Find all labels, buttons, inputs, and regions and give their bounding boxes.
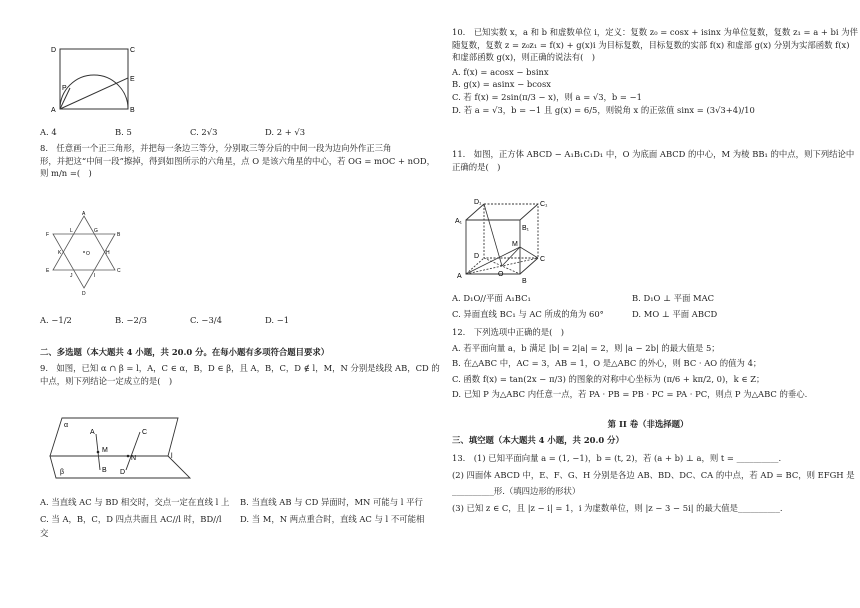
q11-options [452, 292, 812, 320]
option: B. 当直线 AB 与 CD 异面时，MN 可能与 l 平行 [240, 497, 423, 507]
q11-label: B [522, 278, 527, 285]
q11-label: C [540, 256, 546, 263]
option: C. 当 A，B，C，D 四点共面且 AC//l 时，BD//l [40, 513, 222, 524]
question-text: 形，并把这“中间一段”擦掉，得到如图所示的六角星，点 O 是该六角星的中心，若 OG = mOC + nOD， [40, 155, 435, 166]
q8-label: I [94, 273, 96, 279]
q8-label: K [58, 250, 62, 256]
question-13 [452, 452, 855, 514]
q9-label: C [142, 429, 148, 436]
question-12 [452, 326, 844, 401]
question-text: 则 m/n =( ) [40, 168, 92, 179]
question-text: 12. 下列选项中正确的是( ) [452, 327, 564, 337]
q9-label: β [60, 469, 65, 476]
q11-label: O [498, 271, 504, 278]
question-9 [40, 362, 440, 387]
question-text: 和虚部函数 g(x)，则正确的说法有( ) [452, 52, 596, 63]
question-text: 9. 如图，已知 α ∩ β = l，A，C ∈ α，B，D ∈ β，且 A，B，C，D ∉ l，M，N 分别是线段 AB，CD 的 [40, 363, 440, 373]
question-text: __________形.（填四边形的形状） [452, 486, 581, 497]
option: D. −1 [265, 315, 290, 325]
option: D. 当 M，N 两点重合时，直线 AC 与 l 不可能相 [240, 513, 425, 524]
option: C. −3/4 [190, 315, 222, 325]
option: D. 2 + √3 [265, 127, 306, 137]
section-heading: 二、多选题（本大题共 4 小题，共 20.0 分。在每小题有多项符合题目要求） [40, 347, 330, 357]
q9-label: l [171, 453, 173, 460]
q7-label: P [62, 85, 67, 92]
q7-label: E [130, 76, 135, 83]
section-heading: 三、填空题（本大题共 4 小题，共 20.0 分） [452, 435, 624, 445]
question-text: (2) 四面体 ABCD 中，E、F、G、H 分别是各边 AB、BD、DC、CA 的中点，若 AD = BC，则 EFGH 是 [452, 469, 855, 480]
q8-label: B [117, 232, 121, 238]
option: B. 5 [115, 127, 132, 137]
option-wrap: 交 [40, 528, 49, 539]
q8-options [40, 314, 340, 327]
option: A. 当直线 AC 与 BD 相交时，交点一定在直线 l 上 [40, 497, 230, 507]
q7-options [40, 126, 340, 139]
q8-label: G [94, 228, 98, 234]
option: D. 已知 P 为△ABC 内任意一点，若 PA · PB = PB · PC = PA · PC，则点 P 为△ABC 的垂心. [452, 389, 808, 400]
question-text: 10. 已知实数 x，a 和 b 和虚数单位 i，定义：复数 z₀ = cosx + isinx 为单位复数，复数 z₁ = a + bi 为伴 [452, 27, 858, 37]
option: A. 4 [40, 127, 57, 137]
q8-label: A [82, 211, 86, 217]
q8-label: C [117, 268, 121, 274]
option: C. 2√3 [190, 127, 218, 137]
q9-options [40, 496, 440, 540]
q11-label: A [457, 273, 462, 280]
option: A. −1/2 [40, 315, 72, 325]
q11-label: C₁ [540, 201, 548, 208]
q9-label: A [90, 429, 95, 436]
option: C. 异面直线 BC₁ 与 AC 所成的角为 60° [452, 308, 604, 319]
q9-label: D [120, 469, 126, 476]
part-heading: 第 II 卷（非选择题） [607, 419, 689, 429]
question-text: (3) 已知 z ∈ C，且 |z − i| = 1，i 为虚数单位，则 |z − 3 − 5i| 的最大值是__________. [452, 502, 783, 513]
question-10 [452, 26, 858, 116]
q8-label: L [70, 228, 73, 234]
q8-label: H [106, 250, 110, 256]
q7-label: A [51, 107, 56, 112]
q9-label: α [64, 422, 69, 429]
q11-label: A₁ [455, 218, 463, 225]
option: A. D₁O//平面 A₁BC₁ [452, 293, 531, 303]
q9-label: N [131, 455, 137, 462]
q7-figure [48, 42, 138, 112]
option: B. D₁O ⊥ 平面 MAC [632, 293, 715, 303]
option: D. 若 a = √3，b = −1 且 g(x) = 6/5，则锐角 x 的正弦值 sinx = (3√3+4)/10 [452, 104, 755, 115]
question-text: 13. (1) 已知平面向量 a = (1, −1)，b = (t, 2)，若 (a + b) ⊥ a，则 t = __________. [452, 453, 782, 463]
question-11 [452, 148, 855, 173]
q9-label: B [102, 467, 107, 474]
q8-label: E [46, 268, 50, 274]
option: A. f(x) = acosx − bsinx [452, 66, 549, 77]
q9-label: M [102, 447, 108, 454]
question-text: 正确的是( ) [452, 161, 501, 172]
option: C. 函数 f(x) = tan(2x − π/3) 的图象的对称中心坐标为 (π/6 + kπ/2, 0)，k ∈ Z； [452, 373, 765, 384]
q7-label: B [130, 107, 135, 112]
option: B. g(x) = asinx − bcosx [452, 79, 551, 90]
q8-label: D [82, 291, 86, 297]
q8-label: J [70, 273, 73, 279]
q11-label: D₁ [474, 199, 482, 206]
q7-label: C [130, 47, 136, 54]
question-text: 8. 任意画一个正三角形，并把每一条边三等分，分别取三等分后的中间一段为边向外作正三角 [40, 143, 392, 153]
q8-label: O [86, 251, 90, 257]
q11-label: B₁ [522, 225, 530, 232]
q11-figure [454, 196, 554, 288]
option: C. 若 f(x) = 2sin(π/3 − x)，则 a = √3，b = −1 [452, 92, 642, 103]
q8-label: F [46, 232, 50, 238]
option: B. 在△ABC 中，AC = 3，AB = 1，O 是△ABC 的外心，则 BC · AO 的值为 4； [452, 358, 762, 369]
option: A. 若平面向量 a，b 满足 |b| = 2|a| = 2，则 |a − 2b| 的最大值是 5； [452, 342, 720, 353]
question-text: 11. 如图，正方体 ABCD − A₁B₁C₁D₁ 中，O 为底面 ABCD 的中心，M 为棱 BB₁ 的中点，则下列结论中 [452, 149, 855, 159]
question-8 [40, 142, 435, 180]
q11-label: D [474, 253, 480, 260]
option: D. MO ⊥ 平面 ABCD [632, 308, 718, 319]
q9-figure [40, 414, 200, 486]
q11-label: M [512, 241, 518, 248]
q7-label: D [51, 47, 57, 54]
option: B. −2/3 [115, 315, 147, 325]
question-text: 随复数，复数 z = z₀z₁ = f(x) + g(x)i 为目标复数，目标复数的实部 f(x) 和虚部 g(x) 分别为实部函数 f(x) [452, 39, 850, 50]
question-text: 中点，则下列结论一定成立的是( ) [40, 375, 173, 386]
q8-figure [44, 210, 124, 300]
